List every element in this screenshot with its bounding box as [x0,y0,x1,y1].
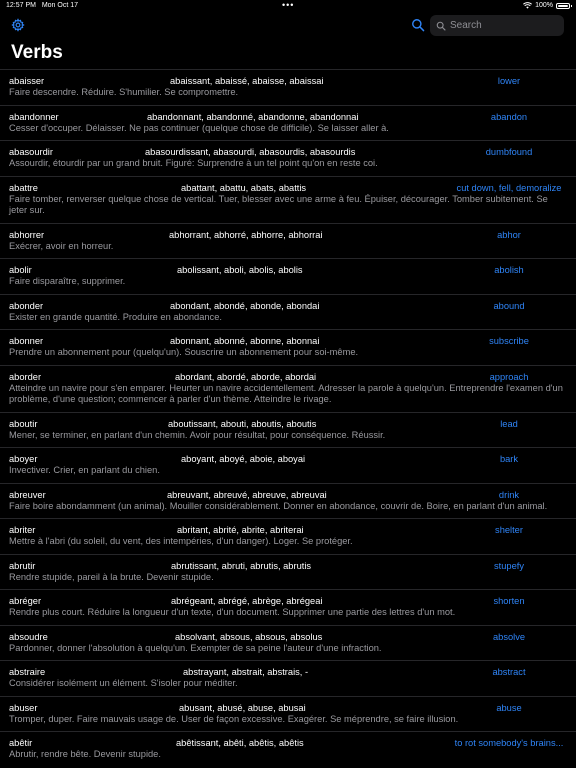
verb-infinitive: abstraire [9,667,46,677]
verb-infinitive: absoudre [9,631,48,642]
search-bar[interactable] [430,15,564,36]
verb-infinitive: aborder [9,371,42,382]
verb-row[interactable] [0,105,576,141]
verb-row[interactable] [0,176,576,223]
verb-translation[interactable]: drink [498,489,520,500]
verb-row-header [9,146,567,158]
verb-row-header [9,737,567,749]
verb-infinitive: abasourdir [9,147,53,157]
verb-translation[interactable]: bark [499,454,519,464]
verb-definition: Faire descendre. Réduire. S'humilier. Se compromettre. [9,87,239,97]
verb-conjugation: abattant, abattu, abats, abattis [181,182,307,193]
verb-row-header [9,702,567,714]
verb-definition: Faire disparaître, supprimer. [9,276,126,286]
gear-icon[interactable] [11,18,25,32]
verb-row-header [9,489,567,501]
verb-definition: Tromper, duper. Faire mauvais usage de. User de façon excessive. Exagérer. Se méprendre, se faire illusion. [9,713,459,724]
verb-definition: Prendre un abonnement pour (quelqu'un). Souscrire un abonnement pour soi-même. [9,347,359,357]
verb-infinitive: aboutir [9,418,38,429]
verb-row-header [9,453,567,465]
verb-conjugation: absolvant, absous, absous, absolus [175,631,323,642]
status-right [523,2,570,9]
verb-translation[interactable]: abandon [490,111,528,122]
verb-translation[interactable]: abuse [496,702,522,713]
verb-definition: Atteindre un navire pour s'en emparer. Heurter un navire accidentellement. Adresser la parole à quelqu'un. Entreprendre l'examen d'un problème, d'une question; commencer à parler d'un thème. Atteindre le rivage. [9,382,563,404]
verb-translation[interactable]: lead [500,418,518,429]
verb-row[interactable] [0,69,576,105]
verb-row[interactable] [0,625,576,661]
verb-row-header [9,182,567,194]
verb-definition: Exister en grande quantité. Produire en abondance. [9,311,222,322]
magnifyingglass-icon [436,21,446,31]
battery-percent: 100% [535,2,553,9]
verb-translation[interactable]: cut down, fell, demoralize [456,182,562,193]
verb-conjugation: abolissant, aboli, abolis, abolis [177,265,303,275]
verb-infinitive: abonner [9,336,44,346]
verb-infinitive: abuser [9,702,38,713]
verb-row[interactable] [0,696,576,732]
verb-row-header [9,666,567,678]
verb-conjugation: abasourdissant, abasourdi, abasourdis, abasourdis [145,147,356,157]
verb-row-header [9,371,567,383]
verb-row[interactable] [0,140,576,176]
verb-conjugation: abrutissant, abruti, abrutis, abrutis [171,560,312,571]
verb-row-header [9,418,567,430]
verb-definition: Rendre stupide, pareil à la brute. Devenir stupide. [9,571,214,582]
verb-infinitive: abattre [9,182,38,193]
verb-row[interactable] [0,294,576,330]
status-bar [0,0,576,12]
verb-infinitive: abandonner [9,111,59,122]
verb-row-header [9,560,567,572]
verb-conjugation: abaissant, abaissé, abaisse, abaissai [170,76,324,86]
verb-translation[interactable]: abolish [494,265,524,275]
verb-translation[interactable]: lower [497,76,521,86]
verb-row[interactable] [0,731,576,767]
verb-row[interactable] [0,365,576,412]
verb-row-header [9,524,567,536]
verb-row[interactable] [0,518,576,554]
verb-row-header [9,264,567,276]
verb-row-header [9,111,567,123]
verb-row[interactable] [0,660,576,696]
verb-translation[interactable]: absolve [492,631,526,642]
verb-definition: Assourdir, étourdir par un grand bruit. Figuré: Surprendre à un tel point qu'on en reste coi. [9,158,378,168]
verb-conjugation: abonnant, abonné, abonne, abonnai [170,336,320,346]
verb-definition: Invectiver. Crier, en parlant du chien. [9,465,160,475]
verb-translation[interactable]: abound [493,300,525,311]
verb-translation[interactable]: subscribe [489,336,529,346]
verb-conjugation: abordant, abordé, aborde, abordai [175,371,317,382]
verb-translation[interactable]: approach [489,371,529,382]
verb-row[interactable] [0,412,576,448]
verb-conjugation: abhorrant, abhorré, abhorre, abhorrai [169,229,323,240]
verb-row[interactable] [0,589,576,625]
verb-infinitive: abêtir [9,738,33,748]
verb-infinitive: abreuver [9,489,46,500]
verb-row-header [9,595,567,607]
verb-definition: Exécrer, avoir en horreur. [9,240,114,251]
battery-icon [556,3,570,9]
verb-definition: Cesser d'occuper. Délaisser. Ne pas continuer (quelque chose de difficile). Se laisser aller à. [9,122,389,133]
verb-infinitive: aboyer [9,454,38,464]
verb-translation[interactable]: shorten [493,596,525,606]
verb-definition: Abrutir, rendre bête. Devenir stupide. [9,749,161,759]
verb-infinitive: abonder [9,300,44,311]
verb-conjugation: abandonnant, abandonné, abandonne, abandonnai [147,111,359,122]
verb-row-header [9,335,567,347]
verb-row[interactable] [0,554,576,590]
verb-translation[interactable]: shelter [495,525,523,535]
search-input[interactable] [450,20,550,31]
verb-translation[interactable]: dumbfound [485,147,533,157]
verb-translation[interactable]: stupefy [494,560,524,571]
verb-row-header [9,75,567,87]
page-title: Verbs [11,42,63,63]
search-icon[interactable] [411,18,425,32]
verb-conjugation: abreuvant, abreuvé, abreuve, abreuvai [167,489,327,500]
verb-list[interactable] [0,69,576,767]
status-time: 12:57 PM Mon Oct 17 [6,2,78,9]
verb-conjugation: abstrayant, abstrait, abstrais, - [183,667,309,677]
verb-definition: Considérer isolément un élément. S'isoler pour méditer. [9,678,238,688]
verb-row[interactable] [0,223,576,259]
verb-row-header [9,229,567,241]
verb-definition: Pardonner, donner l'absolution à quelqu'un. Exempter de sa peine l'auteur d'une infraction. [9,642,382,653]
verb-row[interactable] [0,483,576,519]
verb-conjugation: abusant, abusé, abuse, abusai [179,702,306,713]
wifi-icon [523,2,532,9]
verb-row-header [9,631,567,643]
verb-infinitive: abhorrer [9,229,45,240]
verb-row[interactable] [0,258,576,294]
verb-translation[interactable]: abhor [497,229,521,240]
verb-row-header [9,300,567,312]
verb-conjugation: abritant, abrité, abrite, abriterai [177,525,304,535]
verb-row[interactable] [0,447,576,483]
verb-conjugation: abondant, abondé, abonde, abondai [170,300,320,311]
multitasking-dots[interactable]: ••• [282,0,295,10]
verb-conjugation: aboyant, aboyé, aboie, aboyai [181,454,306,464]
verb-definition: Mener, se terminer, en parlant d'un chemin. Avoir pour résultat, pour conséquence. Réussir. [9,429,386,440]
verb-conjugation: aboutissant, abouti, aboutis, aboutis [168,418,317,429]
verb-translation[interactable]: to rot somebody's brains... [454,738,564,748]
verb-infinitive: abréger [9,596,42,606]
verb-conjugation: abêtissant, abêti, abêtis, abêtis [176,738,304,748]
verb-definition: Rendre plus court. Réduire la longueur d'un texte, d'un document. Supprimer une partie des lettres d'un mot. [9,607,456,617]
verb-definition: Faire boire abondamment (un animal). Mouiller considérablement. Donner en abondance, couvrir de. Boire, en parlant d'un animal. [9,500,548,511]
verb-infinitive: abaisser [9,76,45,86]
verb-conjugation: abrégeant, abrégé, abrège, abrégeai [171,596,323,606]
verb-infinitive: abriter [9,525,36,535]
verb-definition: Faire tomber, renverser quelque chose de vertical. Tuer, blesser avec une arme à feu. Épuiser, décourager. Tomber subitement. Se jeter sur. [9,193,548,215]
verb-translation[interactable]: abstract [492,667,526,677]
verb-definition: Mettre à l'abri (du soleil, du vent, des intempéries, d'un danger). Loger. Se protéger. [9,536,353,546]
verb-infinitive: abrutir [9,560,36,571]
verb-infinitive: abolir [9,265,32,275]
verb-row[interactable] [0,329,576,365]
